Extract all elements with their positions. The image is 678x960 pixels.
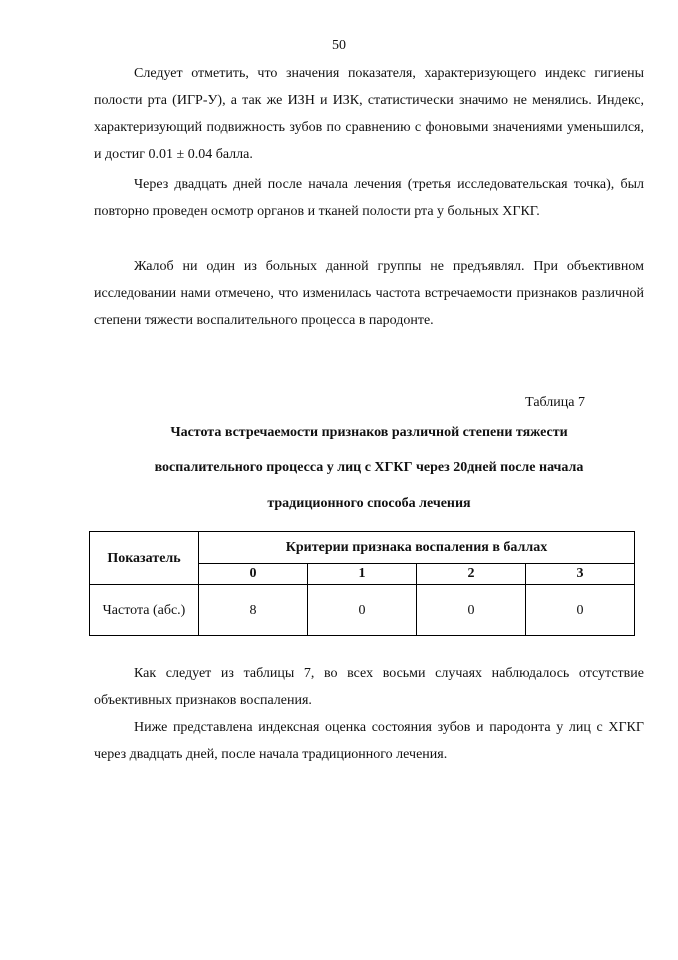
paragraph-hygiene-index: Следует отметить, что значения показателя, характеризующего индекс гигиены полости рта (ИГР-У), а так же ИЗН и ИЗК, статистически значимо не менялись. Индекс, характеризующий подвижность зубов по сравнению с фоновыми значениями уменьшился, и достиг 0.01 ± 0.04 балла.	[94, 66, 644, 162]
row-label: Частота (абс.)	[90, 585, 199, 636]
table-title-line-1: Частота встречаемости признаков различной степени тяжести	[170, 425, 568, 440]
score-header-2: 2	[417, 563, 526, 584]
score-header-3: 3	[526, 563, 635, 584]
row-value-3: 0	[526, 585, 635, 636]
score-header-0: 0	[199, 563, 308, 584]
page-number: 50	[332, 38, 346, 53]
table-title-line-2: воспалительного процесса у лиц с ХГКГ через 20дней после начала	[154, 460, 584, 475]
table-row	[90, 585, 635, 636]
paragraph-index-assessment: Ниже представлена индексная оценка состояния зубов и пародонта у лиц с ХГКГ через двадцать дней, после начала традиционного лечения.	[94, 720, 644, 762]
header-criteria: Критерии признака воспаления в баллах	[199, 532, 635, 564]
table-label: Таблица 7	[525, 395, 585, 410]
row-value-0: 8	[199, 585, 308, 636]
score-header-1: 1	[308, 563, 417, 584]
table-title-line-3: традиционного способа лечения	[267, 496, 471, 511]
row-value-1: 0	[308, 585, 417, 636]
paragraph-table-conclusion: Как следует из таблицы 7, во всех восьми случаях наблюдалось отсутствие объективных признаков воспаления.	[94, 666, 644, 708]
table-header-row	[90, 532, 635, 564]
paragraph-third-checkpoint: Через двадцать дней после начала лечения (третья исследовательская точка), был повторно проведен осмотр органов и тканей полости рта у больных ХГКГ.	[94, 177, 644, 219]
inflammation-frequency-table	[89, 531, 635, 636]
header-indicator: Показатель	[90, 532, 199, 585]
paragraph-complaints: Жалоб ни один из больных данной группы не предъявлял. При объективном исследовании нами отмечено, что изменилась частота встречаемости признаков различной степени тяжести воспалительного процесса в пародонте.	[94, 259, 644, 328]
row-value-2: 0	[417, 585, 526, 636]
